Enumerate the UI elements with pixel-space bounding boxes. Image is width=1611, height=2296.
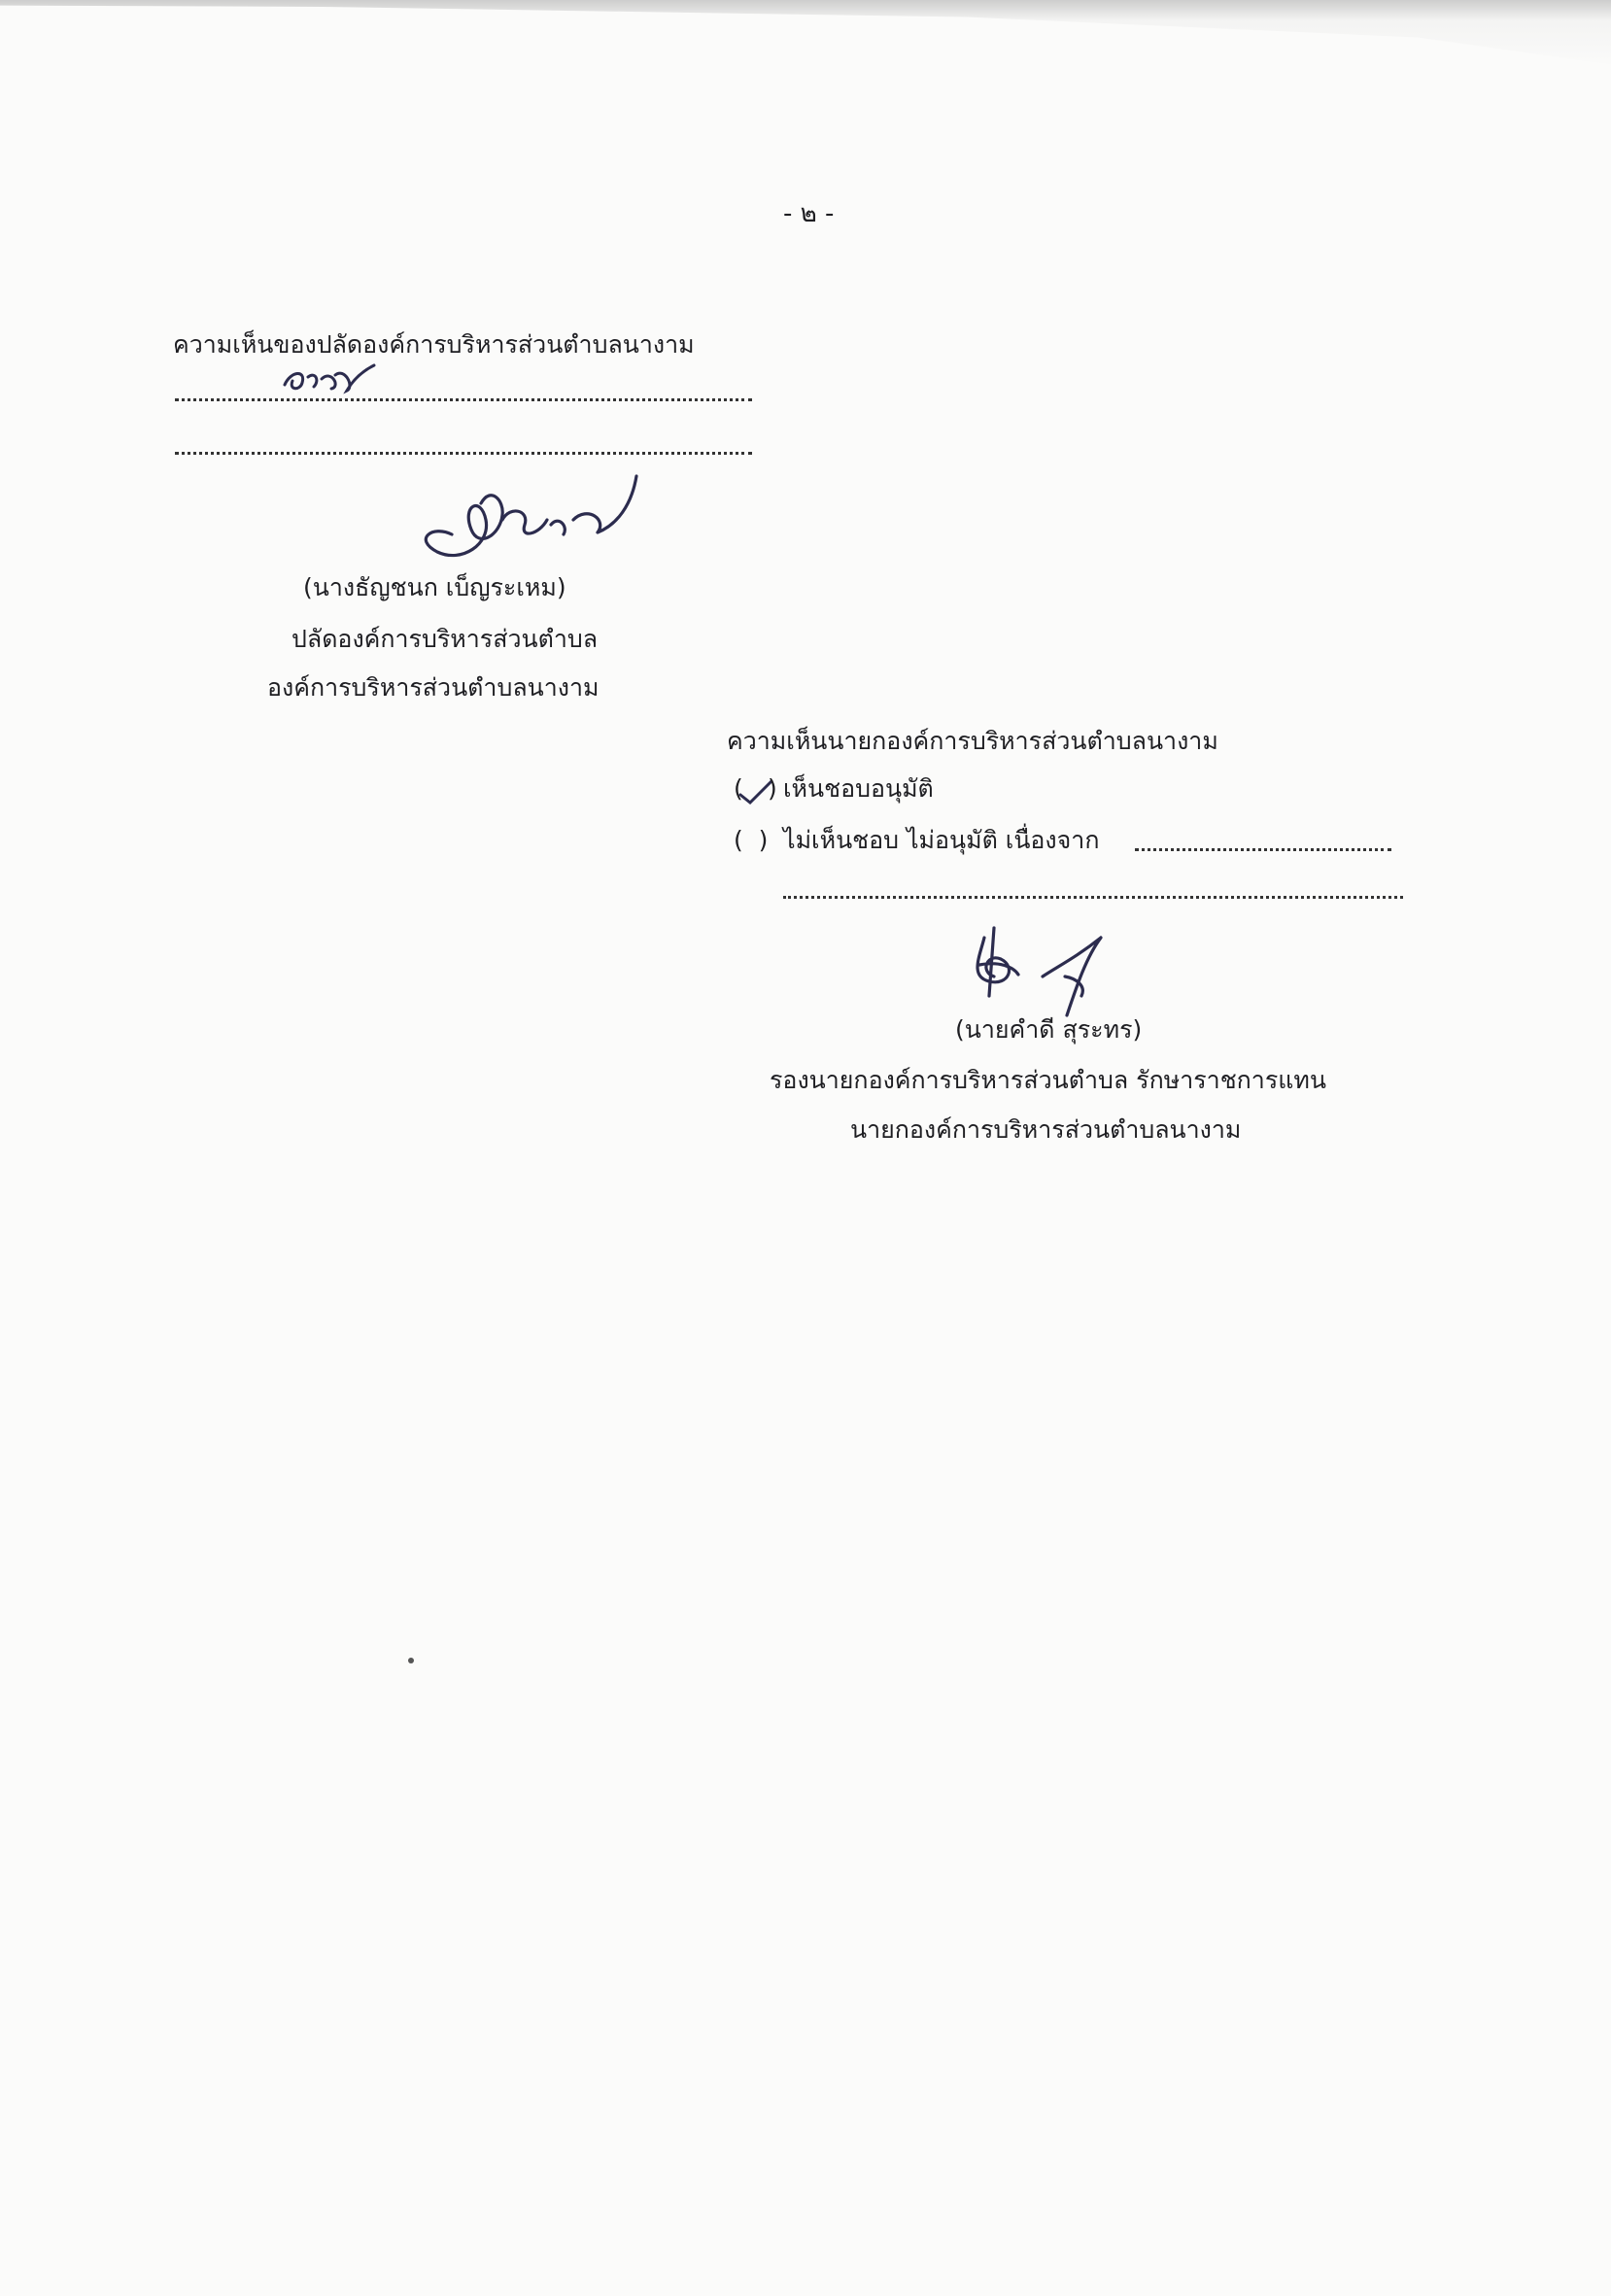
mayor-signature — [941, 918, 1135, 1025]
reject-checkbox: ( ) — [734, 826, 769, 854]
deputy-signer-organization: องค์การบริหารส่วนตำบลนางาม — [267, 673, 600, 702]
option-approve-label: เห็นชอบอนุมัติ — [783, 774, 934, 803]
mayor-opinion-heading: ความเห็นนายกองค์การบริหารส่วนตำบลนางาม — [727, 727, 1218, 755]
reject-reason-line-2 — [783, 896, 1403, 899]
deputy-signer-name: (นางธัญชนก เบ็ญระเหม) — [303, 573, 566, 601]
mayor-signer-organization: นายกองค์การบริหารส่วนตำบลนางาม — [850, 1115, 1242, 1144]
mayor-signer-name: (นายคำดี สุระทร) — [955, 1015, 1143, 1044]
scan-speck — [408, 1658, 414, 1663]
approve-checkbox-close: ) — [768, 774, 777, 803]
deputy-opinion-heading: ความเห็นของปลัดองค์การบริหารส่วนตำบลนางาม — [173, 330, 695, 359]
deputy-signature — [394, 466, 646, 573]
deputy-signer-position: ปลัดองค์การบริหารส่วนตำบล — [291, 625, 599, 653]
handwritten-acknowledge-note — [277, 358, 384, 401]
mayor-signer-position: รองนายกองค์การบริหารส่วนตำบล รักษาราชการแทน — [770, 1066, 1326, 1094]
page-number: - ๒ - — [783, 199, 835, 228]
approve-checkbox-open: ( — [734, 774, 743, 803]
scan-edge-shadow — [0, 0, 1611, 68]
deputy-opinion-line-1 — [175, 398, 752, 401]
option-reject-label: ไม่เห็นชอบ ไม่อนุมัติ เนื่องจาก — [783, 826, 1100, 854]
deputy-opinion-line-2 — [175, 452, 752, 455]
reject-reason-line-1 — [1135, 848, 1391, 851]
